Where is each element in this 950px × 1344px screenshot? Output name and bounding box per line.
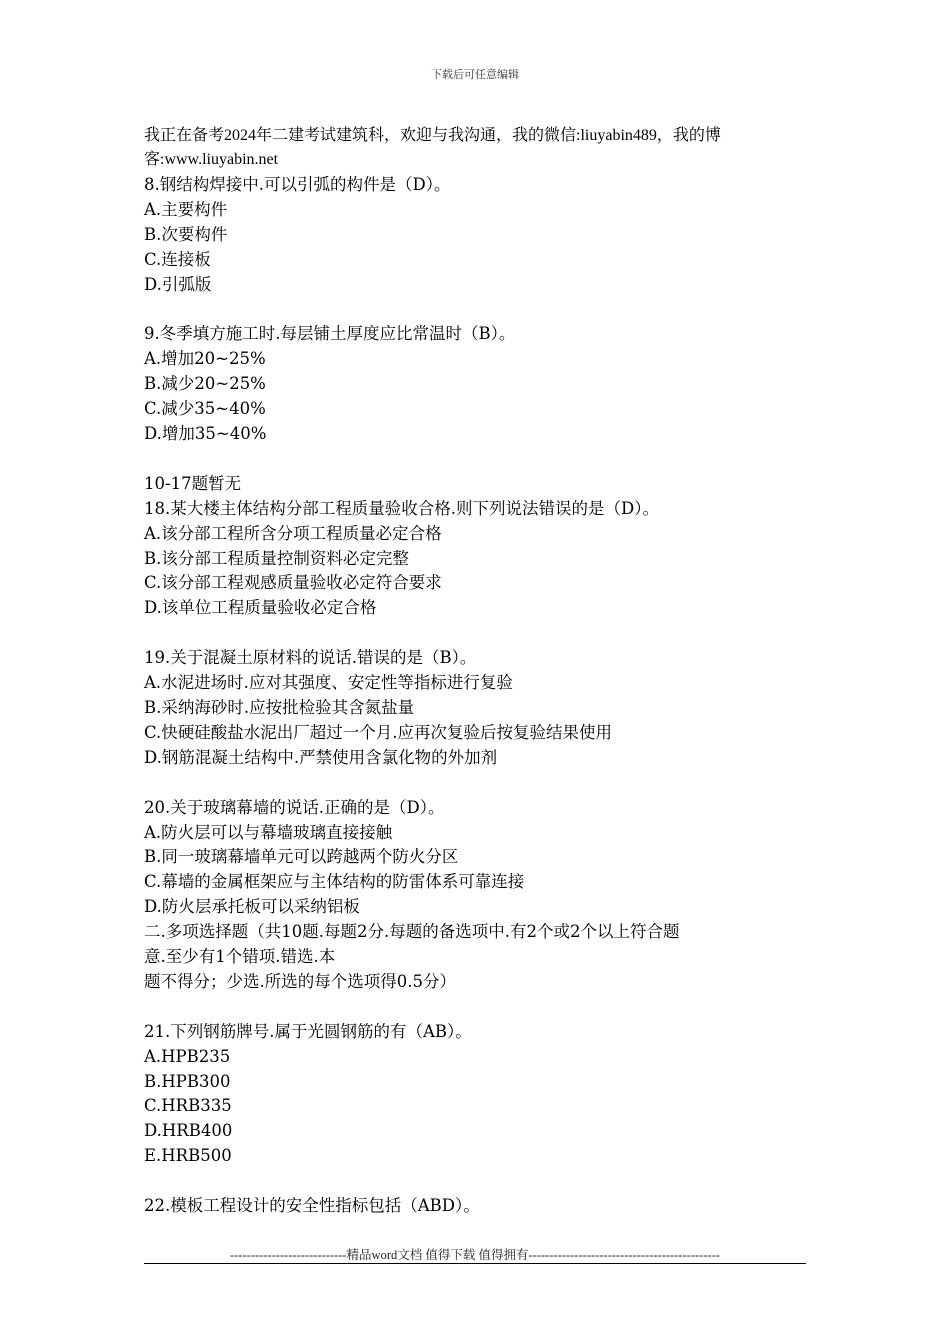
option: D.该单位工程质量验收必定合格 xyxy=(144,598,377,618)
section-heading-line: 二.多项选择题（共10题.每题2分.每题的备选项中.有2个或2个以上符合题 xyxy=(144,922,680,942)
option: C.HRB335 xyxy=(144,1096,232,1116)
header-note: 下载后可任意编辑 xyxy=(431,68,519,81)
option: B.HPB300 xyxy=(144,1071,231,1091)
footer-rule xyxy=(144,1263,806,1264)
option: C.该分部工程观感质量验收必定符合要求 xyxy=(144,573,442,593)
option: A.主要构件 xyxy=(144,199,228,219)
intro-line: 我正在备考2024年二建考试建筑科，欢迎与我沟通，我的微信:liuyabin489，我的博 xyxy=(144,127,721,144)
blank-line xyxy=(144,771,809,796)
section-multiple-choice-heading xyxy=(144,920,809,995)
option: D.增加35~40% xyxy=(144,424,267,444)
blank-line xyxy=(144,995,809,1020)
option: D.钢筋混凝土结构中.严禁使用含氯化物的外加剂 xyxy=(144,747,498,767)
question-text: 8.钢结构焊接中.可以引弧的构件是（D）。 xyxy=(144,175,451,194)
blank-line xyxy=(144,1169,809,1194)
question-21 xyxy=(144,1020,809,1169)
option: B.同一玻璃幕墙单元可以跨越两个防火分区 xyxy=(144,847,459,867)
question-22 xyxy=(144,1194,809,1219)
option: E.HRB500 xyxy=(144,1146,232,1166)
section-heading-line: 题不得分；少选.所选的每个选项得0.5分） xyxy=(144,971,456,991)
intro-paragraph xyxy=(144,124,809,172)
question-text: 20.关于玻璃幕墙的说话.正确的是（D）。 xyxy=(144,797,445,817)
option: C.幕墙的金属框架应与主体结构的防雷体系可靠连接 xyxy=(144,872,525,892)
question-text: 19.关于混凝土原材料的说话.错误的是（B）。 xyxy=(144,648,477,668)
option: C.连接板 xyxy=(144,249,211,269)
option: A.水泥进场时.应对其强度、安定性等指标进行复验 xyxy=(144,673,513,693)
question-9 xyxy=(144,322,809,447)
option: A.该分部工程所含分项工程质量必定合格 xyxy=(144,523,442,543)
option: C.快硬硅酸盐水泥出厂超过一个月.应再次复验后按复验结果使用 xyxy=(144,722,613,742)
option: B.该分部工程质量控制资料必定完整 xyxy=(144,548,409,568)
option: A.HPB235 xyxy=(144,1046,231,1066)
option: C.减少35~40% xyxy=(144,399,266,419)
question-text: 9.冬季填方施工时.每层铺土厚度应比常温时（B）。 xyxy=(144,324,516,344)
section-heading-line: 意.至少有1个错项.错选.本 xyxy=(144,947,336,967)
page-footer: ----------------------------精品word文档 值得下载 值得拥有---------------------------------------------- xyxy=(230,1248,720,1262)
question-text: 21.下列钢筋牌号.属于光圆钢筋的有（AB）。 xyxy=(144,1021,472,1041)
intro-line: 客:www.liuyabin.net xyxy=(144,151,279,168)
option: D.引弧版 xyxy=(144,274,212,294)
question-19 xyxy=(144,646,809,771)
document-body xyxy=(144,124,809,1219)
blank-line xyxy=(144,298,809,323)
question-8 xyxy=(144,173,809,298)
question-18 xyxy=(144,497,809,622)
option: D.防火层承托板可以采纳铝板 xyxy=(144,897,360,917)
question-20 xyxy=(144,796,809,921)
option: B.采纳海砂时.应按批检验其含氮盐量 xyxy=(144,697,415,717)
questions-10-17-note: 10-17题暂无 xyxy=(144,473,242,493)
question-text: 22.模板工程设计的安全性指标包括（ABD）。 xyxy=(144,1196,480,1216)
option: D.HRB400 xyxy=(144,1121,233,1141)
option: A.防火层可以与幕墙玻璃直接接触 xyxy=(144,822,393,842)
option: B.次要构件 xyxy=(144,224,228,244)
blank-line xyxy=(144,621,809,646)
option: A.增加20~25% xyxy=(144,349,266,369)
option: B.减少20~25% xyxy=(144,374,266,394)
question-text: 18.某大楼主体结构分部工程质量验收合格.则下列说法错误的是（D）。 xyxy=(144,498,659,518)
blank-line xyxy=(144,447,809,472)
